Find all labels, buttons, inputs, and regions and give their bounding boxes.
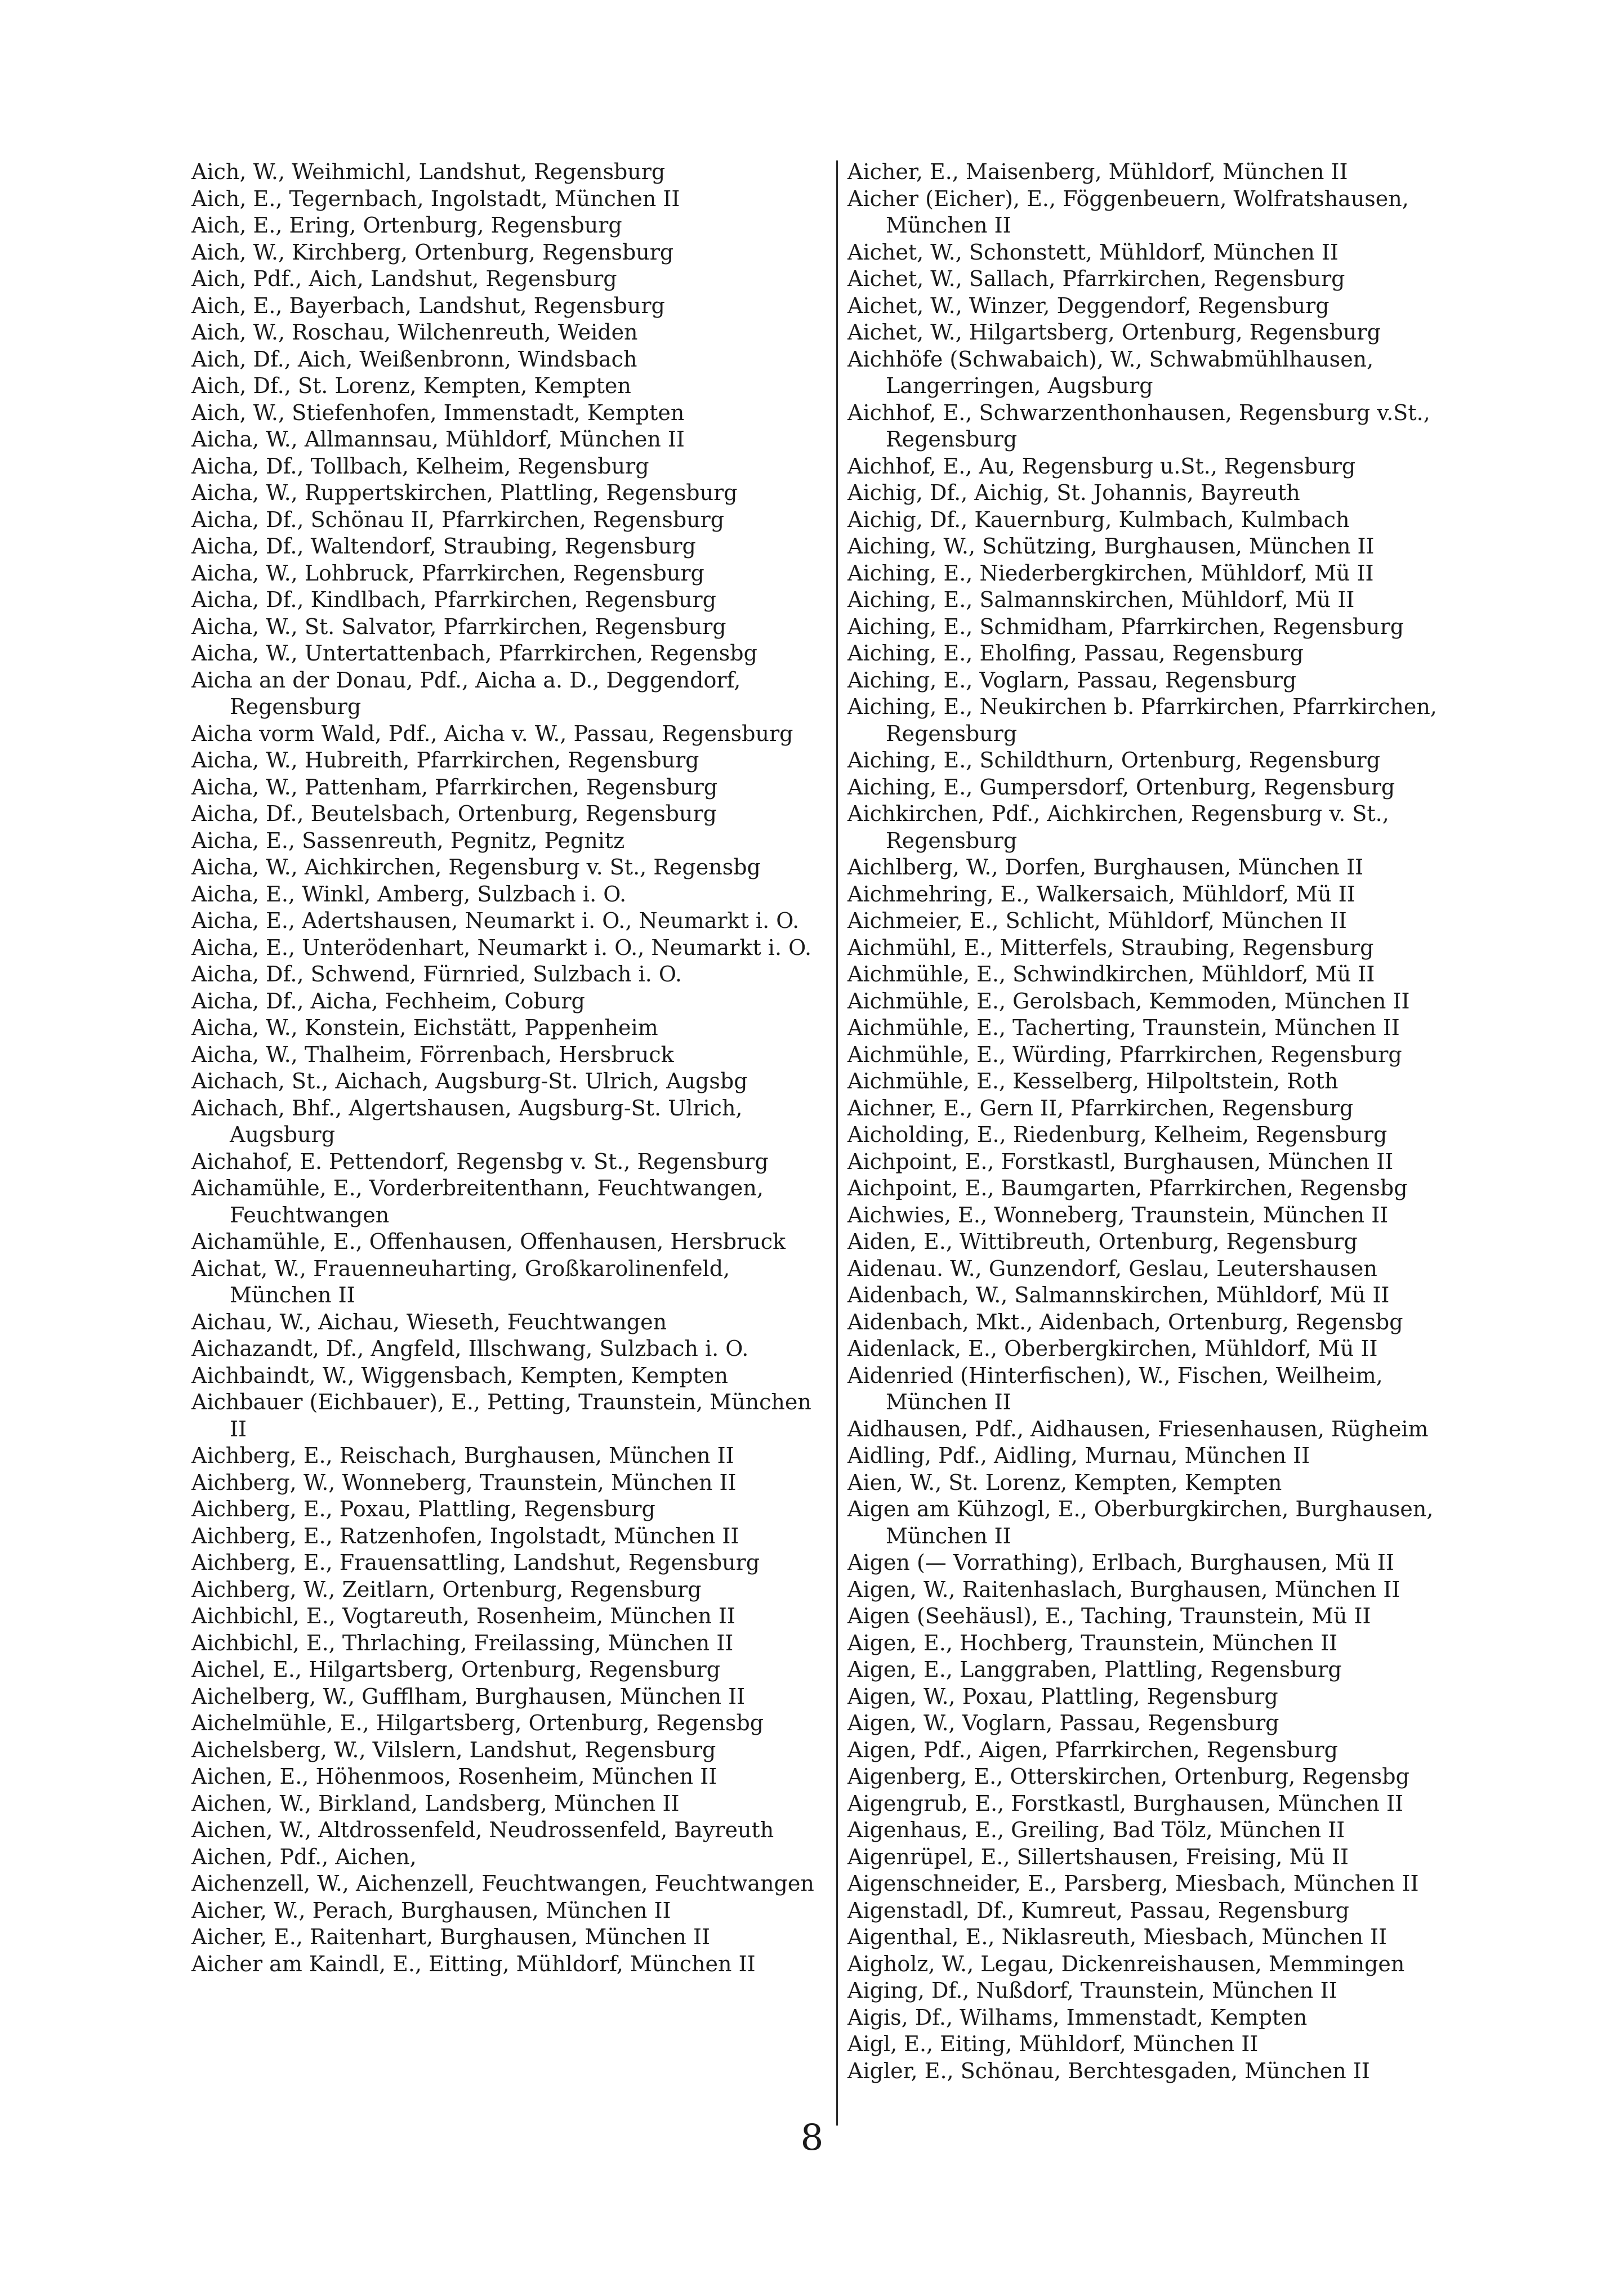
index-entry: Aicholding, E., Riedenburg, Kelheim, Regensburg [847, 1122, 1387, 1147]
index-entry: Aigl, E., Eiting, Mühldorf, München II [847, 2031, 1259, 2056]
index-entry: Aigholz, W., Legau, Dickenreishausen, Memmingen [847, 1951, 1405, 1976]
index-entry: Aich, Df., St. Lorenz, Kempten, Kempten [191, 373, 631, 398]
index-entry: Aichkirchen, Pdf., Aichkirchen, Regensburg v. St., Regensburg [847, 801, 1389, 853]
index-entry: Aichner, E., Gern II, Pfarrkirchen, Regensburg [847, 1095, 1354, 1120]
right-column [847, 159, 1489, 2084]
index-entry: Aiden, E., Wittibreuth, Ortenburg, Regensburg [847, 1229, 1358, 1254]
index-entry: Aicher, W., Perach, Burghausen, München II [191, 1897, 671, 1923]
index-entry: Aicha, Df., Schwend, Fürnried, Sulzbach i. O. [191, 962, 682, 986]
index-entry: Aichpoint, E., Forstkastl, Burghausen, München II [847, 1149, 1394, 1174]
index-entry: Aichach, Bhf., Algertshausen, Augsburg-St. Ulrich, Augsburg [191, 1095, 743, 1147]
index-entry: Aicha, Df., Tollbach, Kelheim, Regensburg [191, 453, 649, 479]
index-entry: Aich, Pdf., Aich, Landshut, Regensburg [191, 266, 617, 291]
index-entry: Aichbaindt, W., Wiggensbach, Kempten, Kempten [191, 1363, 728, 1388]
index-entry: Aigenthal, E., Niklasreuth, Miesbach, München II [847, 1925, 1387, 1949]
index-entry: Aicha, W., Lohbruck, Pfarrkirchen, Regensburg [191, 560, 704, 586]
index-entry: Aigenhaus, E., Greiling, Bad Tölz, München II [847, 1818, 1345, 1842]
index-entry: Aichmehring, E., Walkersaich, Mühldorf, Mü II [847, 881, 1355, 907]
index-entry: Aichel, E., Hilgartsberg, Ortenburg, Regensburg [191, 1657, 721, 1682]
index-entry: Aicha, W., Pattenham, Pfarrkirchen, Regensburg [191, 774, 718, 800]
index-entry: Aichmühle, E., Kesselberg, Hilpoltstein, Roth [847, 1069, 1339, 1093]
index-entry: Aicher, E., Raitenhart, Burghausen, München II [191, 1925, 710, 1949]
index-entry: Aicha, W., Thalheim, Förrenbach, Hersbruck [191, 1042, 674, 1067]
index-entry: Aich, W., Kirchberg, Ortenburg, Regensburg [191, 239, 674, 265]
index-entry: Aidenlack, E., Oberbergkirchen, Mühldorf, Mü II [847, 1336, 1378, 1361]
index-entry: Aichpoint, E., Baumgarten, Pfarrkirchen, Regensbg [847, 1176, 1408, 1200]
index-entry: Aidenau. W., Gunzendorf, Geslau, Leutershausen [847, 1256, 1377, 1281]
index-entry: Aicha, Df., Waltendorf, Straubing, Regensburg [191, 534, 696, 559]
index-entry: Aichet, W., Schonstett, Mühldorf, München II [847, 239, 1339, 265]
index-entry: Aigen am Kühzogl, E., Oberburgkirchen, Burghausen, München II [847, 1497, 1434, 1548]
index-entry: Aich, W., Weihmichl, Landshut, Regensburg [191, 159, 666, 184]
index-entry: Aichet, W., Sallach, Pfarrkirchen, Regensburg [847, 266, 1345, 291]
index-entry: Aicha, E., Winkl, Amberg, Sulzbach i. O. [191, 881, 627, 907]
index-entry: Aichig, Df., Aichig, St. Johannis, Bayreuth [847, 480, 1300, 505]
index-entry: Aicher am Kaindl, E., Eitting, Mühldorf, München II [191, 1951, 756, 1976]
index-entry: Aichwies, E., Wonneberg, Traunstein, München II [847, 1202, 1389, 1227]
page-number: 8 [800, 2117, 824, 2159]
index-entry: Aichau, W., Aichau, Wieseth, Feuchtwangen [191, 1309, 667, 1334]
index-entry: Aich, E., Tegernbach, Ingolstadt, München II [191, 186, 680, 211]
index-entry: Aigler, E., Schönau, Berchtesgaden, München II [847, 2058, 1370, 2083]
index-entry: Aigen (— Vorrathing), Erlbach, Burghausen, Mü II [847, 1550, 1394, 1575]
index-entry: Aiching, E., Gumpersdorf, Ortenburg, Regensburg [847, 774, 1395, 800]
index-entry: Aichmühle, E., Tacherting, Traunstein, München II [847, 1015, 1400, 1040]
index-entry: Aichahof, E. Pettendorf, Regensbg v. St., Regensburg [191, 1149, 769, 1174]
index-entry: Aichberg, E., Ratzenhofen, Ingolstadt, München II [191, 1523, 739, 1548]
index-entry: Aichig, Df., Kauernburg, Kulmbach, Kulmbach [847, 507, 1350, 532]
index-entry: Aichmeier, E., Schlicht, Mühldorf, München II [847, 908, 1347, 933]
index-entry: Aidenried (Hinterfischen), W., Fischen, Weilheim, München II [847, 1363, 1383, 1414]
index-entry: Aicha, W., Untertattenbach, Pfarrkirchen, Regensbg [191, 641, 757, 666]
index-entry: Aicha, W., Ruppertskirchen, Plattling, Regensburg [191, 480, 738, 505]
index-entry: Aiching, E., Schildthurn, Ortenburg, Regensburg [847, 748, 1381, 773]
index-entry: Aichmühl, E., Mitterfels, Straubing, Regensburg [847, 935, 1374, 960]
index-entry: Aich, W., Roschau, Wilchenreuth, Weiden [191, 320, 638, 345]
index-entry: Aigen, W., Voglarn, Passau, Regensburg [847, 1711, 1279, 1735]
index-entry: Aichelsberg, W., Vilslern, Landshut, Regensburg [191, 1737, 716, 1762]
index-entry: Aigenrüpel, E., Sillertshausen, Freising, Mü II [847, 1844, 1349, 1869]
index-entry: Aidhausen, Pdf., Aidhausen, Friesenhausen, Rügheim [847, 1416, 1429, 1441]
index-entry: Aigen, Pdf., Aigen, Pfarrkirchen, Regensburg [847, 1737, 1338, 1762]
index-entry: Aigen (Seehäusl), E., Taching, Traunstein, Mü II [847, 1604, 1371, 1628]
index-entry: Aichen, E., Höhenmoos, Rosenheim, München II [191, 1764, 717, 1789]
index-entry: Aigenschneider, E., Parsberg, Miesbach, München II [847, 1871, 1419, 1896]
index-entry: Aiching, E., Niederbergkirchen, Mühldorf, Mü II [847, 560, 1374, 586]
index-entry: Aicha, Df., Schönau II, Pfarrkirchen, Regensburg [191, 507, 725, 532]
index-entry: Aiging, Df., Nußdorf, Traunstein, München II [847, 1978, 1337, 2003]
index-entry: Aich, E., Ering, Ortenburg, Regensburg [191, 213, 622, 238]
index-entry: Aichen, W., Birkland, Landsberg, München II [191, 1791, 680, 1816]
index-entry: Aichenzell, W., Aichenzell, Feuchtwangen, Feuchtwangen [191, 1871, 814, 1896]
index-entry: Aidenbach, W., Salmannskirchen, Mühldorf, Mü II [847, 1283, 1390, 1307]
index-entry: Aicha vorm Wald, Pdf., Aicha v. W., Passau, Regensburg [191, 721, 793, 746]
index-entry: Aichat, W., Frauenneuharting, Großkarolinenfeld, München II [191, 1256, 730, 1307]
index-entry: Aichamühle, E., Offenhausen, Offenhausen, Hersbruck [191, 1229, 786, 1254]
index-entry: Aichbichl, E., Thrlaching, Freilassing, München II [191, 1630, 734, 1655]
index-entry: Aichbauer (Eichbauer), E., Petting, Traunstein, München II [191, 1390, 811, 1441]
index-entry: Aichhöfe (Schwabaich), W., Schwabmühlhausen, Langerringen, Augsburg [847, 346, 1374, 398]
index-entry: Aigen, E., Langgraben, Plattling, Regensburg [847, 1657, 1342, 1682]
index-entry: Aicha an der Donau, Pdf., Aicha a. D., Deggendorf, Regensburg [191, 667, 741, 719]
index-entry: Aicha, E., Sassenreuth, Pegnitz, Pegnitz [191, 828, 625, 853]
index-entry: Aicha, W., St. Salvator, Pfarrkirchen, Regensburg [191, 614, 726, 639]
index-entry: Aicha, E., Adertshausen, Neumarkt i. O., Neumarkt i. O. [191, 908, 800, 933]
index-entry: Aichberg, E., Frauensattling, Landshut, Regensburg [191, 1550, 760, 1575]
index-entry: Aiching, E., Salmannskirchen, Mühldorf, Mü II [847, 587, 1355, 612]
index-entry: Aichmühle, E., Gerolsbach, Kemmoden, München II [847, 988, 1410, 1013]
index-entry: Aicha, W., Allmannsau, Mühldorf, München II [191, 427, 685, 452]
index-entry: Aiching, W., Schützing, Burghausen, München II [847, 534, 1375, 559]
index-entry: Aien, W., St. Lorenz, Kempten, Kempten [847, 1470, 1282, 1495]
index-entry: Aigen, E., Hochberg, Traunstein, München II [847, 1630, 1338, 1655]
index-entry: Aicha, W., Hubreith, Pfarrkirchen, Regensburg [191, 748, 699, 773]
index-entry: Aichmühle, E., Schwindkirchen, Mühldorf, Mü II [847, 962, 1375, 986]
index-entry: Aichet, W., Hilgartsberg, Ortenburg, Regensburg [847, 320, 1381, 345]
index-entry: Aichach, St., Aichach, Augsburg-St. Ulrich, Augsbg [191, 1069, 748, 1093]
index-entry: Aicha, Df., Aicha, Fechheim, Coburg [191, 988, 585, 1013]
index-entry: Aiching, E., Schmidham, Pfarrkirchen, Regensburg [847, 614, 1404, 639]
index-entry: Aicha, Df., Beutelsbach, Ortenburg, Regensburg [191, 801, 717, 826]
index-entry: Aigen, W., Raitenhaslach, Burghausen, München II [847, 1577, 1400, 1602]
index-entry: Aichazandt, Df., Angfeld, Illschwang, Sulzbach i. O. [191, 1336, 749, 1361]
index-entry: Aigis, Df., Wilhams, Immenstadt, Kempten [847, 2004, 1308, 2030]
index-entry: Aidling, Pdf., Aidling, Murnau, München II [847, 1443, 1310, 1468]
index-entry: Aich, E., Bayerbach, Landshut, Regensburg [191, 293, 665, 318]
index-entry: Aichmühle, E., Würding, Pfarrkirchen, Regensburg [847, 1042, 1402, 1067]
column-divider [836, 160, 838, 2126]
index-entry: Aicha, W., Aichkirchen, Regensburg v. St., Regensbg [191, 855, 761, 879]
index-entry: Aich, W., Stiefenhofen, Immenstadt, Kempten [191, 400, 685, 425]
index-entry: Aichberg, W., Wonneberg, Traunstein, München II [191, 1470, 737, 1495]
left-column [191, 159, 822, 1977]
index-entry: Aichberg, W., Zeitlarn, Ortenburg, Regensburg [191, 1577, 702, 1602]
index-entry: Aichet, W., Winzer, Deggendorf, Regensburg [847, 293, 1329, 318]
index-entry: Aichen, Pdf., Aichen, [191, 1844, 417, 1869]
index-entry: Aicher, E., Maisenberg, Mühldorf, München II [847, 159, 1348, 184]
index-entry: Aichbichl, E., Vogtareuth, Rosenheim, München II [191, 1604, 735, 1628]
index-entry: Aichlberg, W., Dorfen, Burghausen, München II [847, 855, 1364, 879]
index-entry: Aichhof, E., Schwarzenthonhausen, Regensburg v.St., Regensburg [847, 400, 1430, 452]
index-entry: Aiching, E., Eholfing, Passau, Regensburg [847, 641, 1304, 666]
index-entry: Aichberg, E., Poxau, Plattling, Regensburg [191, 1497, 655, 1521]
index-entry: Aigen, W., Poxau, Plattling, Regensburg [847, 1684, 1278, 1709]
index-entry: Aidenbach, Mkt., Aidenbach, Ortenburg, Regensbg [847, 1309, 1403, 1334]
index-entry: Aiching, E., Neukirchen b. Pfarrkirchen, Pfarrkirchen, Regensburg [847, 694, 1437, 746]
index-entry: Aigenberg, E., Otterskirchen, Ortenburg, Regensbg [847, 1764, 1409, 1789]
index-entry: Aicher (Eicher), E., Föggenbeuern, Wolfratshausen, München II [847, 186, 1409, 238]
index-entry: Aichelberg, W., Gufflham, Burghausen, München II [191, 1684, 746, 1709]
index-entry: Aichberg, E., Reischach, Burghausen, München II [191, 1443, 734, 1468]
index-entry: Aigengrub, E., Forstkastl, Burghausen, München II [847, 1791, 1403, 1816]
index-entry: Aiching, E., Voglarn, Passau, Regensburg [847, 667, 1297, 693]
index-entry: Aichen, W., Altdrossenfeld, Neudrossenfeld, Bayreuth [191, 1818, 774, 1842]
index-entry: Aichelmühle, E., Hilgartsberg, Ortenburg, Regensbg [191, 1711, 764, 1735]
index-entry: Aich, Df., Aich, Weißenbronn, Windsbach [191, 346, 637, 372]
index-entry: Aichamühle, E., Vorderbreitenthann, Feuchtwangen, Feuchtwangen [191, 1176, 764, 1227]
index-entry: Aicha, W., Konstein, Eichstätt, Pappenheim [191, 1015, 658, 1040]
index-entry: Aichhof, E., Au, Regensburg u.St., Regensburg [847, 453, 1356, 479]
index-entry: Aicha, E., Unterödenhart, Neumarkt i. O., Neumarkt i. O. [191, 935, 812, 960]
index-entry: Aicha, Df., Kindlbach, Pfarrkirchen, Regensburg [191, 587, 716, 612]
index-entry: Aigenstadl, Df., Kumreut, Passau, Regensburg [847, 1897, 1349, 1923]
